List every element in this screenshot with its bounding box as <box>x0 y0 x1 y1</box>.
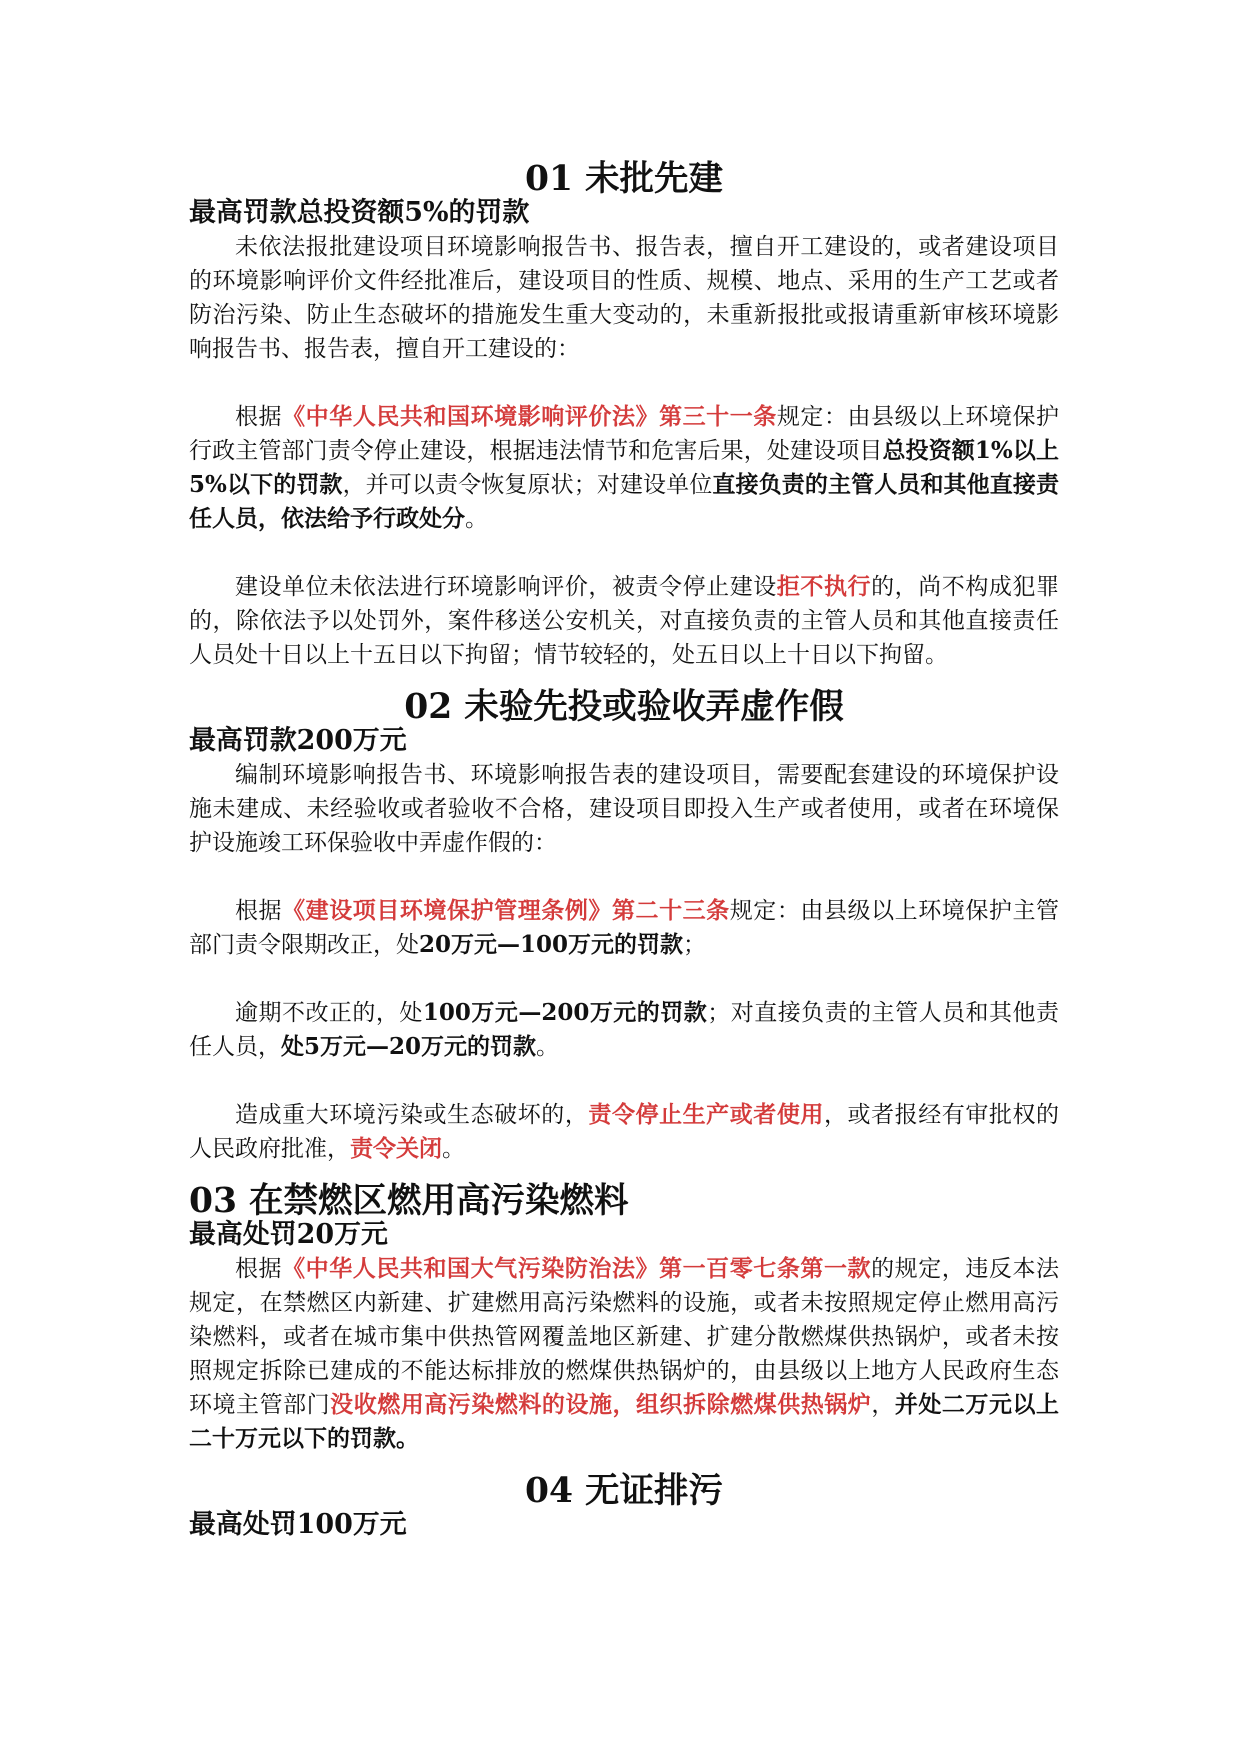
bold-text: 处5万元—20万元的罚款 <box>281 1033 537 1060</box>
section-subtitle: 最高罚款总投资额5%的罚款 <box>189 197 530 228</box>
section-01 <box>189 159 1060 672</box>
paragraph <box>189 400 1059 536</box>
text-run: 根据 <box>235 1256 283 1282</box>
paragraph <box>189 758 1059 860</box>
bold-text: 100万元—200万元的罚款 <box>422 999 708 1026</box>
text-run: 的，尚不构成犯罪的，除依法予以处罚外，案件移送公安机关，对直接负责的主管人员和其他直接责任人员处十日以上十五日以下拘留；情节较轻的，处五日以上十日以下拘留。 <box>189 574 1060 668</box>
text-run: 编制环境影响报告书、环境影响报告表的建设项目，需要配套建设的环境保护设施未建成、未经验收或者验收不合格，建设项目即投入生产或者使用，或者在环境保护设施竣工环保验收中弄虚作假的： <box>189 762 1059 856</box>
section-02 <box>189 687 1060 1166</box>
section-subtitle: 最高罚款200万元 <box>189 725 407 756</box>
text-run: 逾期不改正的，处 <box>235 1000 423 1026</box>
bold-text: 总投资额1%以上5%以下的罚款 <box>189 437 1060 498</box>
section-title: 01 未批先建 <box>524 159 724 199</box>
text-run: 。 <box>465 506 488 532</box>
section-title: 02 未验先投或验收弄虚作假 <box>404 687 844 727</box>
bold-text: 20万元—100万元的罚款 <box>419 931 684 958</box>
section-subtitle: 最高处罚100万元 <box>189 1509 407 1540</box>
text-run: 规定：由县级以上环境保护行政主管部门责令停止建设，根据违法情节和危害后果，处建设项目 <box>189 404 1060 464</box>
paragraph <box>189 996 1059 1064</box>
text-run: 。 <box>536 1034 560 1060</box>
bold-text: 并处二万元以上二十万元以下的罚款。 <box>189 1391 1060 1452</box>
text-run: ；对直接负责的主管人员和其他责任人员， <box>189 1000 1060 1060</box>
text-run: 根据 <box>235 898 283 924</box>
text-run: 造成重大环境污染或生态破坏的， <box>235 1102 589 1128</box>
text-run: ，或者报经有审批权的人民政府批准， <box>189 1102 1060 1162</box>
section-04 <box>189 1471 1059 1542</box>
section-title: 04 无证排污 <box>524 1471 724 1511</box>
paragraph <box>189 894 1059 962</box>
section-subtitle: 最高处罚20万元 <box>189 1219 388 1250</box>
text-run: 的规定，违反本法规定，在禁燃区内新建、扩建燃用高污染燃料的设施，或者未按照规定停止燃用高污染燃料，或者在城市集中供热管网覆盖地区新建、扩建分散燃煤供热锅炉，或者未按照规定拆除已建成的不能达标排放的燃煤供热锅炉的，由县级以上地方人民政府生态环境主管部门 <box>189 1256 1060 1418</box>
text-run: ， <box>871 1392 895 1418</box>
document-page <box>189 159 1060 1542</box>
paragraph <box>189 230 1059 366</box>
highlight-text: 责令停止生产或者使用 <box>588 1101 824 1128</box>
text-run: 建设单位未依法进行环境影响评价，被责令停止建设 <box>235 574 777 600</box>
highlight-text: 《建设项目环境保护管理条例》第二十三条 <box>282 897 730 924</box>
text-run: 未依法报批建设项目环境影响报告书、报告表，擅自开工建设的，或者建设项目的环境影响评价文件经批准后，建设项目的性质、规模、地点、采用的生产工艺或者防治污染、防止生态破坏的措施发生重大变动的，未重新报批或报请重新审核环境影响报告书、报告表，擅自开工建设的： <box>189 234 1059 362</box>
text-run: 根据 <box>235 404 283 430</box>
bold-text: 直接负责的主管人员和其他直接责任人员，依法给予行政处分 <box>189 471 1060 532</box>
section-03 <box>189 1181 1060 1456</box>
paragraph <box>189 1252 1059 1456</box>
highlight-text: 拒不执行 <box>776 573 872 600</box>
highlight-text: 没收燃用高污染燃料的设施，组织拆除燃煤供热锅炉 <box>330 1391 872 1418</box>
highlight-text: 责令关闭 <box>350 1135 442 1162</box>
highlight-text: 《中华人民共和国大气污染防治法》第一百零七条第一款 <box>282 1255 872 1282</box>
text-run: ，并可以责令恢复原状；对建设单位 <box>342 472 713 498</box>
paragraph <box>189 570 1059 672</box>
section-title: 03 在禁燃区燃用高污染燃料 <box>189 1181 629 1221</box>
highlight-text: 《中华人民共和国环境影响评价法》第三十一条 <box>282 403 777 430</box>
text-run: 规定：由县级以上环境保护主管部门责令限期改正，处 <box>189 898 1060 958</box>
paragraph <box>189 1098 1059 1166</box>
text-run: 。 <box>442 1136 465 1162</box>
text-run: ； <box>683 932 707 958</box>
